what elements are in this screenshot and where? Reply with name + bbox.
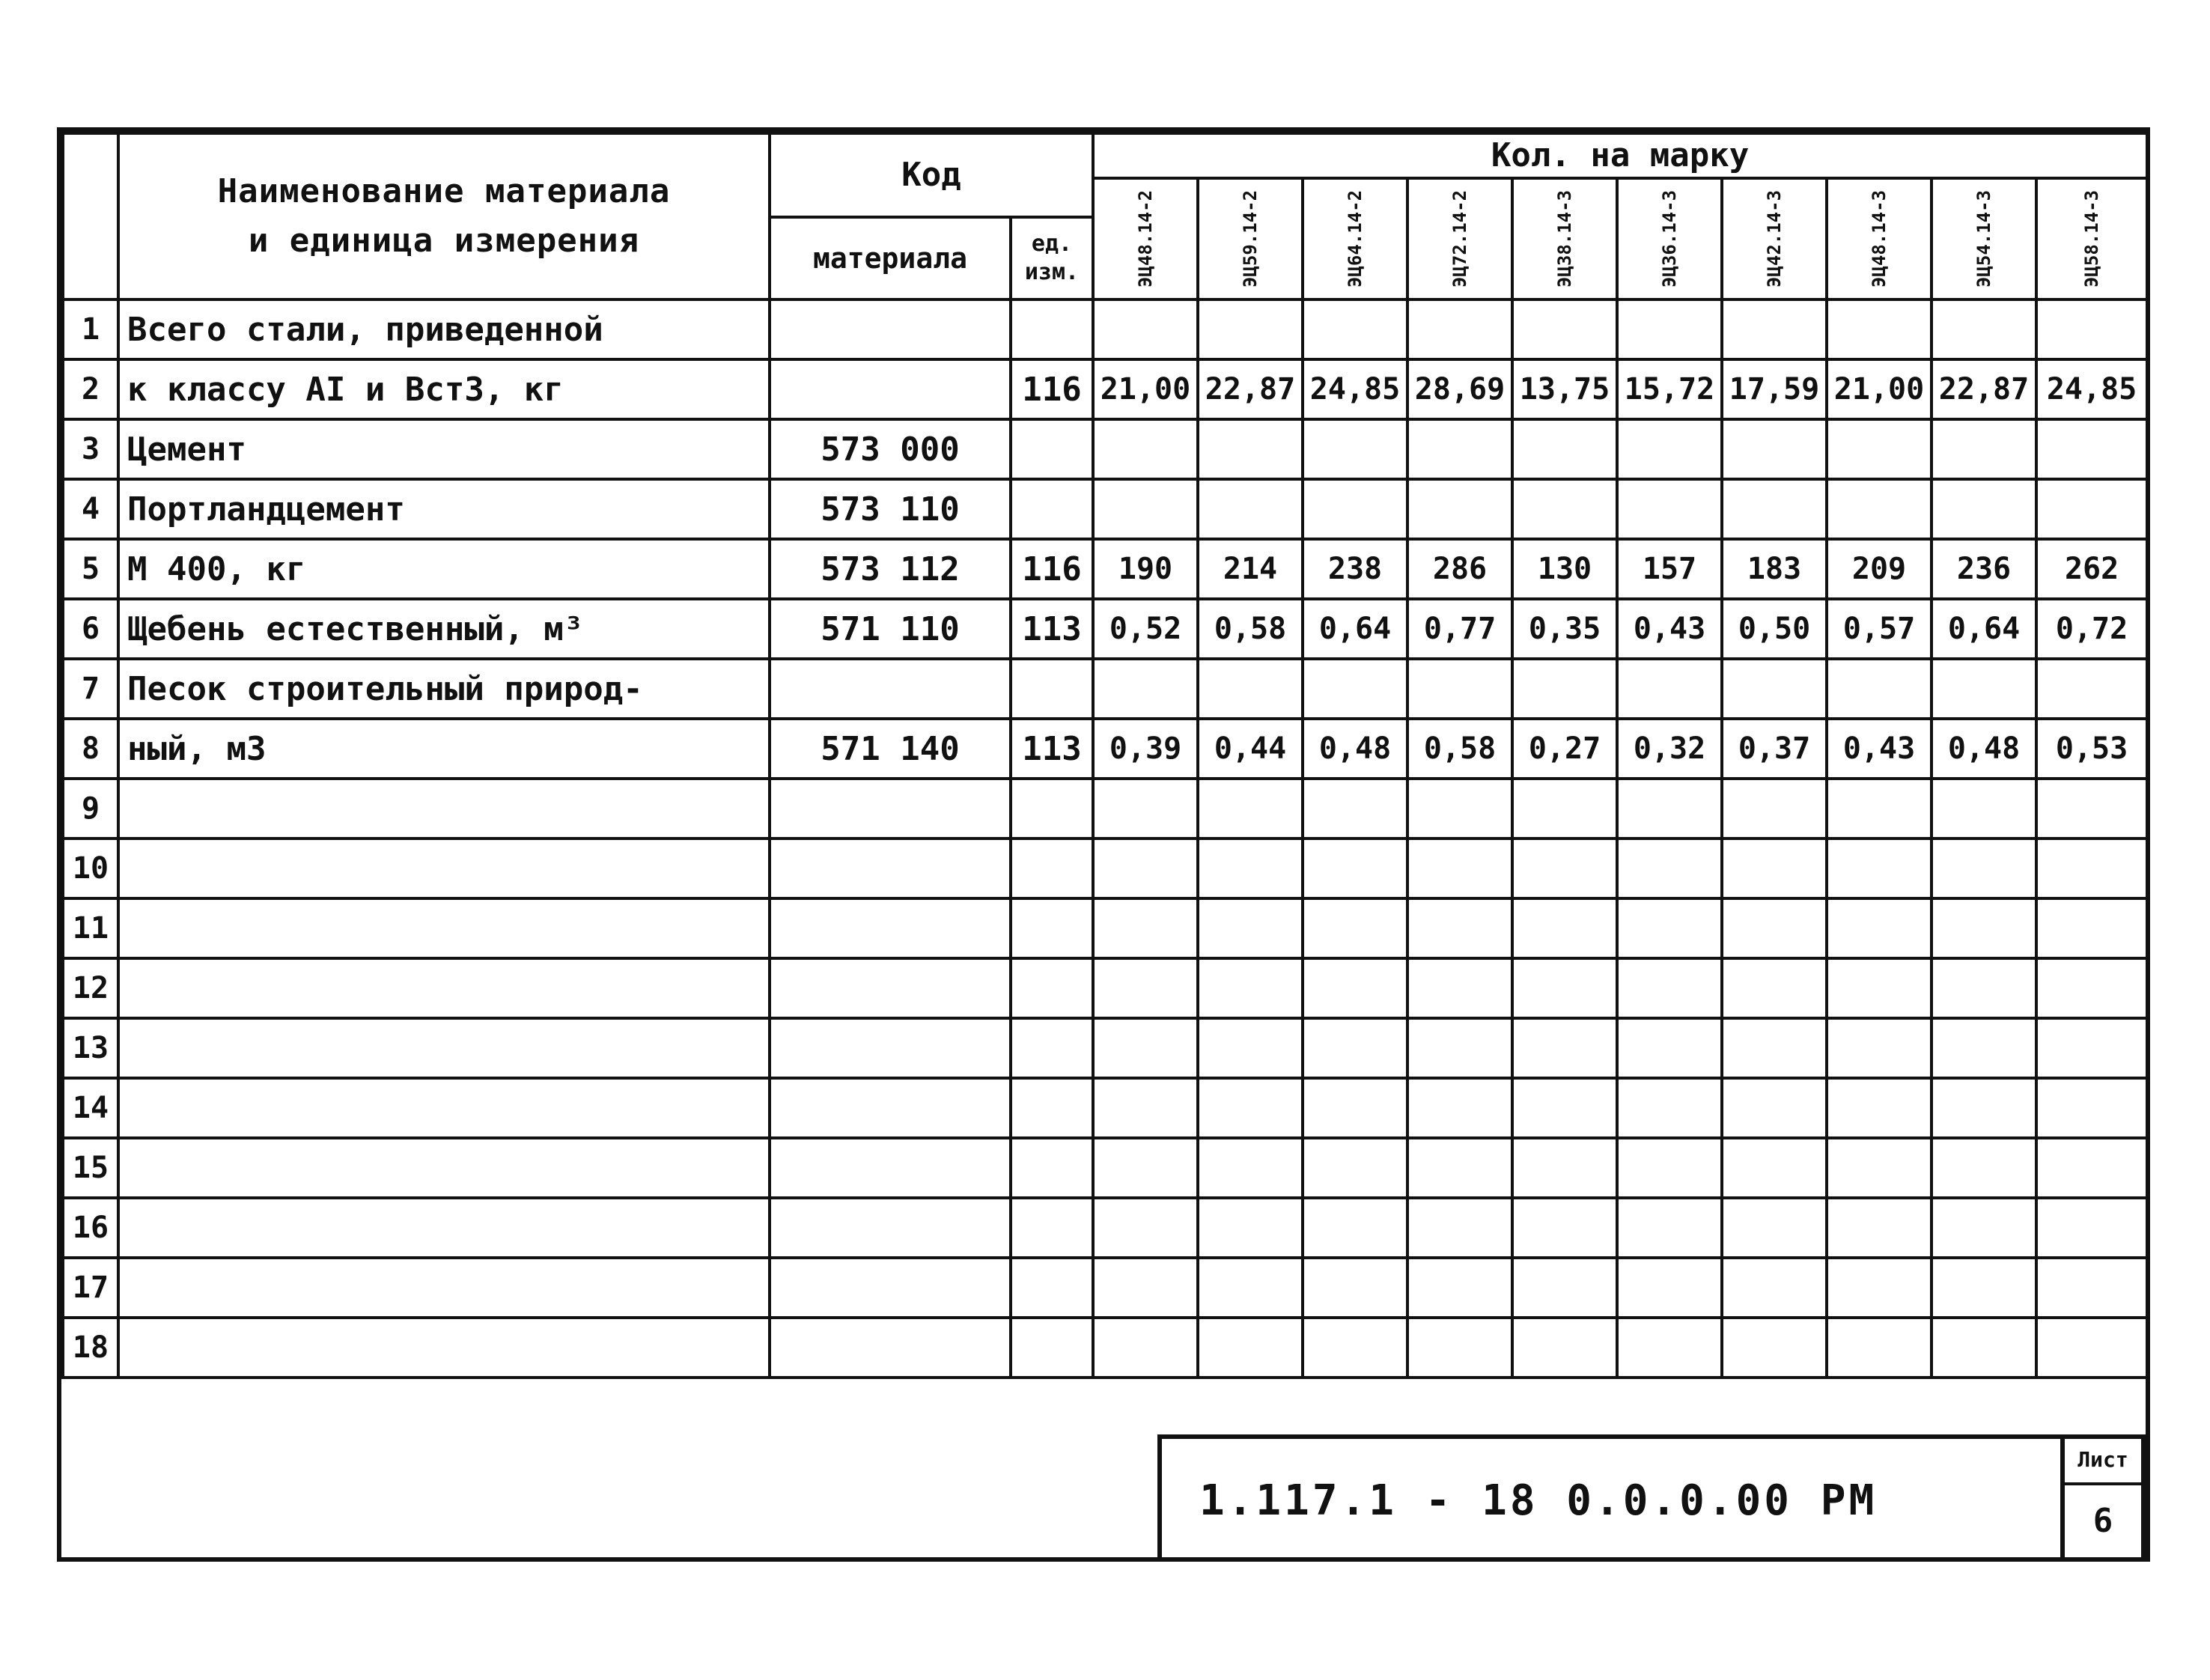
table-body bbox=[63, 299, 2147, 1378]
quantity-cell bbox=[2036, 1258, 2147, 1318]
material-code: 573 110 bbox=[770, 479, 1011, 539]
quantity-cell bbox=[1932, 1258, 2036, 1318]
quantity-cell bbox=[1827, 898, 1932, 958]
quantity-cell bbox=[1722, 779, 1827, 839]
quantity-cell: 209 bbox=[1827, 539, 1932, 599]
sheet-label: Лист bbox=[2065, 1439, 2141, 1485]
table-row bbox=[63, 659, 2147, 719]
quantity-cell bbox=[1512, 1018, 1617, 1078]
quantity-cell bbox=[2036, 1138, 2147, 1198]
quantity-cell: 183 bbox=[1722, 539, 1827, 599]
quantity-cell bbox=[1722, 1198, 1827, 1258]
table-row bbox=[63, 779, 2147, 839]
quantity-cell: 0,37 bbox=[1722, 719, 1827, 779]
quantity-cell bbox=[1407, 1078, 1512, 1138]
quantity-cell: 0,43 bbox=[1827, 719, 1932, 779]
quantity-cell bbox=[1198, 1138, 1303, 1198]
quantity-cell bbox=[2036, 299, 2147, 359]
material-code bbox=[770, 1018, 1011, 1078]
unit-code bbox=[1011, 659, 1093, 719]
quantity-cell bbox=[1722, 898, 1827, 958]
quantity-cell: 0,27 bbox=[1512, 719, 1617, 779]
quantity-cell bbox=[1303, 1258, 1407, 1318]
quantity-cell bbox=[1407, 479, 1512, 539]
unit-code bbox=[1011, 1258, 1093, 1318]
row-number: 2 bbox=[63, 359, 118, 419]
quantity-cell bbox=[1932, 898, 2036, 958]
quantity-cell bbox=[1827, 479, 1932, 539]
quantity-cell bbox=[1617, 299, 1722, 359]
row-number: 4 bbox=[63, 479, 118, 539]
quantity-cell bbox=[1303, 299, 1407, 359]
quantity-cell bbox=[2036, 779, 2147, 839]
document-code: 1.117.1 - 18 0.0.0.00 РМ bbox=[1199, 1476, 1878, 1525]
quantity-cell bbox=[1303, 958, 1407, 1018]
quantity-cell bbox=[1512, 479, 1617, 539]
quantity-cell bbox=[1198, 839, 1303, 898]
quantity-cell bbox=[1932, 299, 2036, 359]
quantity-cell: 24,85 bbox=[2036, 359, 2147, 419]
quantity-cell bbox=[1303, 659, 1407, 719]
quantity-cell: 190 bbox=[1093, 539, 1198, 599]
quantity-cell bbox=[1512, 898, 1617, 958]
material-name bbox=[118, 1318, 770, 1378]
quantity-cell bbox=[1407, 1198, 1512, 1258]
quantity-cell: 157 bbox=[1617, 539, 1722, 599]
unit-code-header: ед. изм. bbox=[1011, 217, 1093, 299]
material-name-header bbox=[118, 133, 770, 299]
unit-code bbox=[1011, 1018, 1093, 1078]
quantity-cell bbox=[1932, 479, 2036, 539]
material-code bbox=[770, 359, 1011, 419]
quantity-cell bbox=[1093, 419, 1198, 479]
quantity-cell bbox=[1617, 1018, 1722, 1078]
quantity-cell: 0,50 bbox=[1722, 599, 1827, 659]
quantity-cell bbox=[2036, 659, 2147, 719]
quantity-cell bbox=[1722, 479, 1827, 539]
quantity-cell bbox=[2036, 958, 2147, 1018]
unit-code: 116 bbox=[1011, 539, 1093, 599]
specification-sheet bbox=[57, 127, 2150, 1562]
quantity-cell bbox=[1722, 1258, 1827, 1318]
row-number: 18 bbox=[63, 1318, 118, 1378]
quantity-cell bbox=[1512, 779, 1617, 839]
quantity-cell bbox=[1512, 1138, 1617, 1198]
table-row bbox=[63, 1318, 2147, 1378]
sheet-number-box bbox=[2060, 1439, 2141, 1557]
quantity-cell bbox=[1512, 419, 1617, 479]
quantity-cell bbox=[2036, 839, 2147, 898]
quantity-cell bbox=[1093, 1018, 1198, 1078]
quantity-cell bbox=[1303, 1078, 1407, 1138]
quantity-cell: 0,72 bbox=[2036, 599, 2147, 659]
quantity-cell bbox=[1617, 1198, 1722, 1258]
quantity-cell bbox=[1198, 1258, 1303, 1318]
table-row bbox=[63, 299, 2147, 359]
quantity-cell bbox=[1722, 299, 1827, 359]
quantity-cell bbox=[1303, 1198, 1407, 1258]
quantity-cell bbox=[1407, 419, 1512, 479]
quantity-cell bbox=[1407, 898, 1512, 958]
quantity-cell: 236 bbox=[1932, 539, 2036, 599]
quantity-cell bbox=[1512, 958, 1617, 1018]
quantity-cell bbox=[1198, 898, 1303, 958]
quantity-cell bbox=[1512, 659, 1617, 719]
row-number: 9 bbox=[63, 779, 118, 839]
quantity-cell bbox=[2036, 479, 2147, 539]
quantity-cell bbox=[1827, 1198, 1932, 1258]
materials-table bbox=[61, 132, 2149, 1379]
row-number: 12 bbox=[63, 958, 118, 1018]
quantity-cell: 0,57 bbox=[1827, 599, 1932, 659]
quantity-cell bbox=[1512, 299, 1617, 359]
quantity-cell bbox=[1827, 1078, 1932, 1138]
material-name bbox=[118, 898, 770, 958]
quantity-cell bbox=[1093, 898, 1198, 958]
quantity-cell: 0,77 bbox=[1407, 599, 1512, 659]
unit-code bbox=[1011, 419, 1093, 479]
table-row bbox=[63, 539, 2147, 599]
title-block-stamp bbox=[1157, 1434, 2146, 1562]
quantity-cell bbox=[1617, 479, 1722, 539]
material-name: Щебень естественный, м³ bbox=[118, 599, 770, 659]
quantity-cell: 0,58 bbox=[1198, 599, 1303, 659]
quantity-cell: 0,53 bbox=[2036, 719, 2147, 779]
material-name bbox=[118, 958, 770, 1018]
unit-code bbox=[1011, 1078, 1093, 1138]
row-number: 7 bbox=[63, 659, 118, 719]
unit-code bbox=[1011, 299, 1093, 359]
row-number: 14 bbox=[63, 1078, 118, 1138]
unit-code bbox=[1011, 779, 1093, 839]
material-code: 571 110 bbox=[770, 599, 1011, 659]
material-name bbox=[118, 1018, 770, 1078]
quantity-cell bbox=[1932, 779, 2036, 839]
code-group-header: Код bbox=[770, 133, 1093, 217]
mark-header-5: ЭЦ38.14-3 bbox=[1512, 178, 1617, 299]
row-number: 6 bbox=[63, 599, 118, 659]
quantity-cell: 13,75 bbox=[1512, 359, 1617, 419]
row-number: 11 bbox=[63, 898, 118, 958]
table-row bbox=[63, 1078, 2147, 1138]
quantity-cell bbox=[1512, 839, 1617, 898]
quantity-cell: 0,39 bbox=[1093, 719, 1198, 779]
quantity-cell bbox=[1827, 1018, 1932, 1078]
quantity-cell bbox=[1407, 1138, 1512, 1198]
quantity-cell bbox=[1617, 1138, 1722, 1198]
mark-header-9: ЭЦ54.14-3 bbox=[1932, 178, 2036, 299]
quantity-cell bbox=[1932, 1198, 2036, 1258]
table-row bbox=[63, 719, 2147, 779]
material-code bbox=[770, 659, 1011, 719]
unit-code bbox=[1011, 1198, 1093, 1258]
material-code bbox=[770, 1138, 1011, 1198]
quantity-cell bbox=[1827, 1318, 1932, 1378]
quantity-cell bbox=[1303, 898, 1407, 958]
quantity-cell bbox=[1617, 1318, 1722, 1378]
quantity-cell bbox=[1093, 659, 1198, 719]
quantity-cell bbox=[1827, 839, 1932, 898]
quantity-cell: 286 bbox=[1407, 539, 1512, 599]
material-code bbox=[770, 1258, 1011, 1318]
quantity-cell bbox=[1932, 958, 2036, 1018]
quantity-cell bbox=[1198, 419, 1303, 479]
quantity-cell bbox=[1303, 779, 1407, 839]
quantity-cell bbox=[1932, 1018, 2036, 1078]
quantity-cell: 0,35 bbox=[1512, 599, 1617, 659]
quantity-cell: 15,72 bbox=[1617, 359, 1722, 419]
quantity-cell bbox=[1932, 659, 2036, 719]
material-name bbox=[118, 779, 770, 839]
quantity-cell bbox=[1303, 419, 1407, 479]
quantity-cell bbox=[1093, 1198, 1198, 1258]
quantity-cell bbox=[1932, 1318, 2036, 1378]
quantity-cell: 130 bbox=[1512, 539, 1617, 599]
unit-code: 113 bbox=[1011, 599, 1093, 659]
material-code: 573 112 bbox=[770, 539, 1011, 599]
quantity-cell bbox=[1093, 1258, 1198, 1318]
row-number: 1 bbox=[63, 299, 118, 359]
quantity-cell bbox=[1198, 1018, 1303, 1078]
quantity-cell bbox=[1722, 1078, 1827, 1138]
material-code bbox=[770, 779, 1011, 839]
quantity-cell bbox=[1303, 1018, 1407, 1078]
quantity-cell bbox=[1093, 299, 1198, 359]
row-number: 17 bbox=[63, 1258, 118, 1318]
material-code: 571 140 bbox=[770, 719, 1011, 779]
quantity-cell: 24,85 bbox=[1303, 359, 1407, 419]
table-row bbox=[63, 958, 2147, 1018]
quantity-cell bbox=[1093, 1138, 1198, 1198]
quantity-cell bbox=[1932, 419, 2036, 479]
quantity-cell bbox=[1512, 1078, 1617, 1138]
quantity-cell bbox=[2036, 1198, 2147, 1258]
quantity-cell bbox=[1617, 958, 1722, 1018]
table-row bbox=[63, 1198, 2147, 1258]
quantity-cell bbox=[1198, 1318, 1303, 1378]
quantity-cell bbox=[1407, 1318, 1512, 1378]
quantity-cell: 21,00 bbox=[1093, 359, 1198, 419]
material-name bbox=[118, 839, 770, 898]
quantity-cell bbox=[1722, 1138, 1827, 1198]
quantity-cell: 0,64 bbox=[1932, 599, 2036, 659]
material-code bbox=[770, 1318, 1011, 1378]
table-row bbox=[63, 1018, 2147, 1078]
quantity-cell bbox=[1827, 779, 1932, 839]
quantity-cell bbox=[1303, 479, 1407, 539]
material-name: ный, м3 bbox=[118, 719, 770, 779]
quantity-cell bbox=[1093, 958, 1198, 1018]
quantity-cell: 0,48 bbox=[1303, 719, 1407, 779]
quantity-cell: 0,32 bbox=[1617, 719, 1722, 779]
table-row bbox=[63, 479, 2147, 539]
quantity-cell bbox=[1407, 659, 1512, 719]
quantity-cell bbox=[2036, 419, 2147, 479]
quantity-cell bbox=[1722, 659, 1827, 719]
quantity-cell bbox=[1827, 1138, 1932, 1198]
quantity-cell bbox=[1407, 839, 1512, 898]
quantity-cell bbox=[1198, 659, 1303, 719]
mark-header-1: ЭЦ48.14-2 bbox=[1093, 178, 1198, 299]
unit-code bbox=[1011, 958, 1093, 1018]
quantity-cell bbox=[1093, 779, 1198, 839]
quantity-cell: 0,64 bbox=[1303, 599, 1407, 659]
quantity-cell: 22,87 bbox=[1198, 359, 1303, 419]
row-number: 10 bbox=[63, 839, 118, 898]
material-name: Песок строительный природ- bbox=[118, 659, 770, 719]
mark-header-8: ЭЦ48.14-3 bbox=[1827, 178, 1932, 299]
quantity-cell bbox=[1198, 1198, 1303, 1258]
material-name bbox=[118, 1258, 770, 1318]
table-row bbox=[63, 359, 2147, 419]
quantity-cell: 214 bbox=[1198, 539, 1303, 599]
quantity-cell bbox=[1827, 659, 1932, 719]
table-row bbox=[63, 419, 2147, 479]
quantity-cell bbox=[1932, 1138, 2036, 1198]
quantity-cell bbox=[1198, 299, 1303, 359]
material-name: Портландцемент bbox=[118, 479, 770, 539]
quantity-cell: 0,52 bbox=[1093, 599, 1198, 659]
quantity-cell bbox=[1407, 958, 1512, 1018]
material-name: к классу АI и Вст3, кг bbox=[118, 359, 770, 419]
table-row bbox=[63, 898, 2147, 958]
row-number: 3 bbox=[63, 419, 118, 479]
quantity-cell bbox=[1093, 839, 1198, 898]
row-number: 16 bbox=[63, 1198, 118, 1258]
quantity-cell bbox=[1722, 419, 1827, 479]
material-code bbox=[770, 958, 1011, 1018]
quantity-cell bbox=[1617, 1078, 1722, 1138]
material-code bbox=[770, 299, 1011, 359]
table-header bbox=[63, 133, 2147, 299]
quantity-cell bbox=[1827, 419, 1932, 479]
quantity-cell bbox=[1198, 779, 1303, 839]
row-number: 5 bbox=[63, 539, 118, 599]
material-code bbox=[770, 1078, 1011, 1138]
quantity-cell: 21,00 bbox=[1827, 359, 1932, 419]
material-name bbox=[118, 1078, 770, 1138]
mark-header-2: ЭЦ59.14-2 bbox=[1198, 178, 1303, 299]
quantity-cell bbox=[1303, 1318, 1407, 1378]
unit-code bbox=[1011, 1138, 1093, 1198]
mark-header-7: ЭЦ42.14-3 bbox=[1722, 178, 1827, 299]
material-name: М 400, кг bbox=[118, 539, 770, 599]
row-number: 8 bbox=[63, 719, 118, 779]
name-header-line2: и единица измерения bbox=[248, 222, 640, 260]
quantity-cell bbox=[1722, 1318, 1827, 1378]
quantity-cell bbox=[2036, 1078, 2147, 1138]
mark-header-4: ЭЦ72.14-2 bbox=[1407, 178, 1512, 299]
quantity-cell bbox=[1617, 779, 1722, 839]
quantity-cell: 0,43 bbox=[1617, 599, 1722, 659]
quantity-cell bbox=[1722, 1018, 1827, 1078]
unit-code: 113 bbox=[1011, 719, 1093, 779]
material-code bbox=[770, 898, 1011, 958]
quantity-cell: 0,48 bbox=[1932, 719, 2036, 779]
unit-code bbox=[1011, 898, 1093, 958]
quantity-cell bbox=[1932, 1078, 2036, 1138]
table-row bbox=[63, 599, 2147, 659]
quantity-cell bbox=[1093, 1318, 1198, 1378]
table-row bbox=[63, 1138, 2147, 1198]
material-name bbox=[118, 1138, 770, 1198]
sheet-number: 6 bbox=[2092, 1502, 2113, 1540]
quantity-cell bbox=[1198, 479, 1303, 539]
quantity-cell bbox=[1512, 1318, 1617, 1378]
quantity-cell bbox=[1407, 299, 1512, 359]
table-row bbox=[63, 1258, 2147, 1318]
quantity-cell: 22,87 bbox=[1932, 359, 2036, 419]
quantity-cell bbox=[1093, 479, 1198, 539]
quantity-cell: 238 bbox=[1303, 539, 1407, 599]
quantity-cell bbox=[1617, 1258, 1722, 1318]
name-header-line1: Наименование материала bbox=[217, 172, 671, 210]
quantity-cell: 262 bbox=[2036, 539, 2147, 599]
table-row bbox=[63, 839, 2147, 898]
quantity-cell bbox=[1198, 958, 1303, 1018]
material-code-header: материала bbox=[770, 217, 1011, 299]
quantity-cell bbox=[2036, 1318, 2147, 1378]
quantity-cell bbox=[1303, 839, 1407, 898]
quantity-cell bbox=[1617, 839, 1722, 898]
quantity-cell: 28,69 bbox=[1407, 359, 1512, 419]
quantity-cell bbox=[1827, 299, 1932, 359]
quantity-cell bbox=[1827, 958, 1932, 1018]
marks-group-header: Кол. на марку bbox=[1093, 133, 2147, 178]
quantity-cell bbox=[1722, 839, 1827, 898]
row-number-header bbox=[63, 133, 118, 299]
material-code bbox=[770, 1198, 1011, 1258]
quantity-cell bbox=[1617, 898, 1722, 958]
material-code: 573 000 bbox=[770, 419, 1011, 479]
quantity-cell bbox=[1512, 1198, 1617, 1258]
quantity-cell bbox=[1617, 419, 1722, 479]
quantity-cell bbox=[1407, 1258, 1512, 1318]
material-name: Всего стали, приведенной bbox=[118, 299, 770, 359]
quantity-cell: 17,59 bbox=[1722, 359, 1827, 419]
unit-code bbox=[1011, 1318, 1093, 1378]
quantity-cell bbox=[1303, 1138, 1407, 1198]
mark-header-6: ЭЦ36.14-3 bbox=[1617, 178, 1722, 299]
mark-header-3: ЭЦ64.14-2 bbox=[1303, 178, 1407, 299]
quantity-cell bbox=[1198, 1078, 1303, 1138]
quantity-cell bbox=[1932, 839, 2036, 898]
quantity-cell bbox=[2036, 1018, 2147, 1078]
quantity-cell bbox=[1827, 1258, 1932, 1318]
material-code bbox=[770, 839, 1011, 898]
material-name: Цемент bbox=[118, 419, 770, 479]
row-number: 13 bbox=[63, 1018, 118, 1078]
quantity-cell: 0,58 bbox=[1407, 719, 1512, 779]
row-number: 15 bbox=[63, 1138, 118, 1198]
mark-header-10: ЭЦ58.14-3 bbox=[2036, 178, 2147, 299]
quantity-cell: 0,44 bbox=[1198, 719, 1303, 779]
quantity-cell bbox=[1093, 1078, 1198, 1138]
unit-code bbox=[1011, 839, 1093, 898]
quantity-cell bbox=[1617, 659, 1722, 719]
quantity-cell bbox=[1512, 1258, 1617, 1318]
quantity-cell bbox=[1407, 779, 1512, 839]
quantity-cell bbox=[2036, 898, 2147, 958]
quantity-cell bbox=[1722, 958, 1827, 1018]
quantity-cell bbox=[1407, 1018, 1512, 1078]
unit-code bbox=[1011, 479, 1093, 539]
unit-code: 116 bbox=[1011, 359, 1093, 419]
material-name bbox=[118, 1198, 770, 1258]
